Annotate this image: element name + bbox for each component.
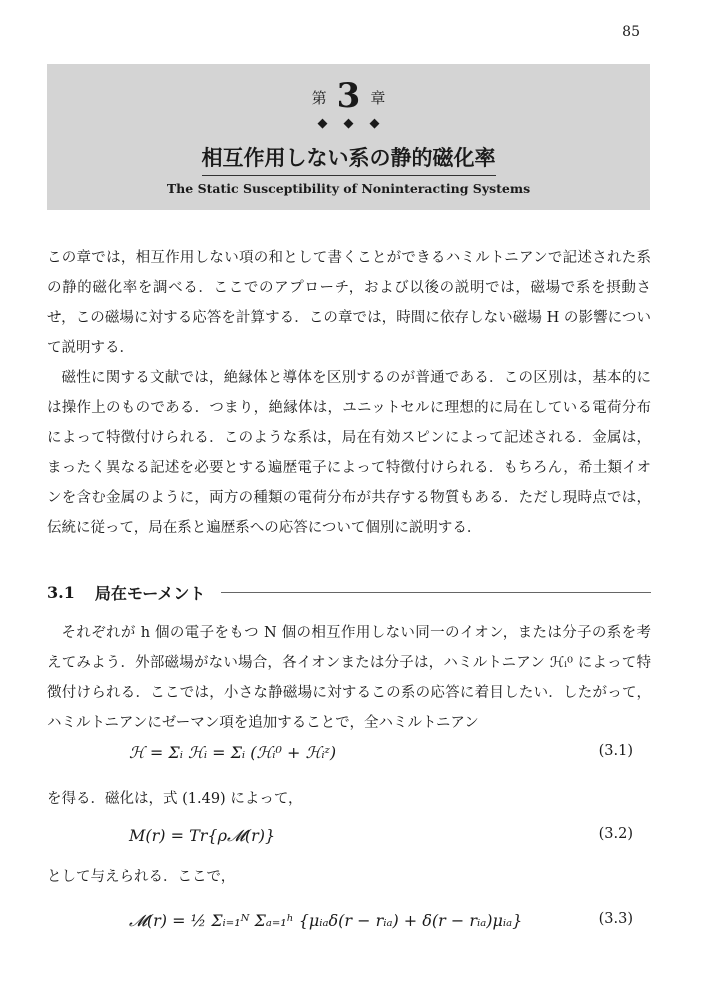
section-paragraph: それぞれが h 個の電子をもつ N 個の相互作用しない同一のイオン，または分子の系を考えてみよう．外部磁場がない場合，各イオンまたは分子は，ハミルトニアン ℋᵢ⁰ によって特徴付けられる．ここでは，小さな静磁場に対するこの系の応答に着目したい．したがって，ハミルトニアンにゼーマン項を追加することで，全ハミルトニアン [47, 625, 651, 731]
intro-paragraph-1: この章では，相互作用しない項の和として書くことができるハミルトニアンで記述された系の静的磁化率を調べる．ここでのアプローチ，および以後の説明では，磁場で系を摂動させ，この磁場に対する応答を計算する．この章では，時間に依存しない磁場 H の影響について説明する． [47, 250, 651, 356]
chapter-header [47, 64, 650, 210]
equation-3-2-number: (3.2) [598, 826, 633, 842]
chapter-number: 3 [336, 76, 361, 116]
equation-3-3-body: 𝓜(r) = ½ Σᵢ₌₁ᴺ Σₐ₌₁ʰ {μᵢₐδ(r − rᵢₐ) + δ(r − rᵢₐ)μᵢₐ} [129, 911, 523, 930]
text-after-eq-3-1: を得る．磁化は，式 (1.49) によって， [47, 791, 303, 807]
section-rule [221, 592, 651, 593]
equation-3-2 [47, 826, 651, 862]
diamond-ornament: ◆◆◆ [317, 116, 396, 131]
equation-3-3-number: (3.3) [598, 911, 633, 927]
chapter-title: 相互作用しない系の静的磁化率 [202, 142, 496, 176]
chapter-label [47, 76, 650, 116]
equation-3-1 [47, 743, 651, 779]
equation-3-1-body: ℋ = Σᵢ ℋᵢ = Σᵢ (ℋᵢ⁰ + ℋᵢᶻ) [129, 743, 337, 762]
section-number: 3.1 [47, 582, 75, 602]
chapter-suffix: 章 [370, 89, 386, 107]
text-after-eq-3-2: として与えられる．ここで， [47, 869, 236, 885]
chapter-prefix: 第 [311, 89, 327, 107]
section-heading [47, 578, 651, 606]
page-number: 85 [622, 24, 640, 40]
equation-3-1-number: (3.1) [598, 743, 633, 759]
intro-paragraph-2: 磁性に関する文献では，絶縁体と導体を区別するのが普通である．この区別は，基本的には操作上のものである．つまり，絶縁体は，ユニットセルに理想的に局在している電荷分布によって特徴付けられる．このような系は，局在有効スピンによって記述される．金属は，まったく異なる記述を必要とする遍歴電子によって特徴付けられる．もちろん，希土類イオンを含む金属のように，両方の種類の電荷分布が共存する物質もある．ただし現時点では，伝統に従って，局在系と遍歴系への応答について個別に説明する． [47, 370, 651, 536]
chapter-subtitle: The Static Susceptibility of Noninteracting Systems [166, 181, 531, 196]
section-title: 局在モーメント [94, 583, 206, 603]
equation-3-2-body: M(r) = Tr{ρ𝓜(r)} [129, 826, 276, 845]
equation-3-3 [47, 911, 651, 947]
